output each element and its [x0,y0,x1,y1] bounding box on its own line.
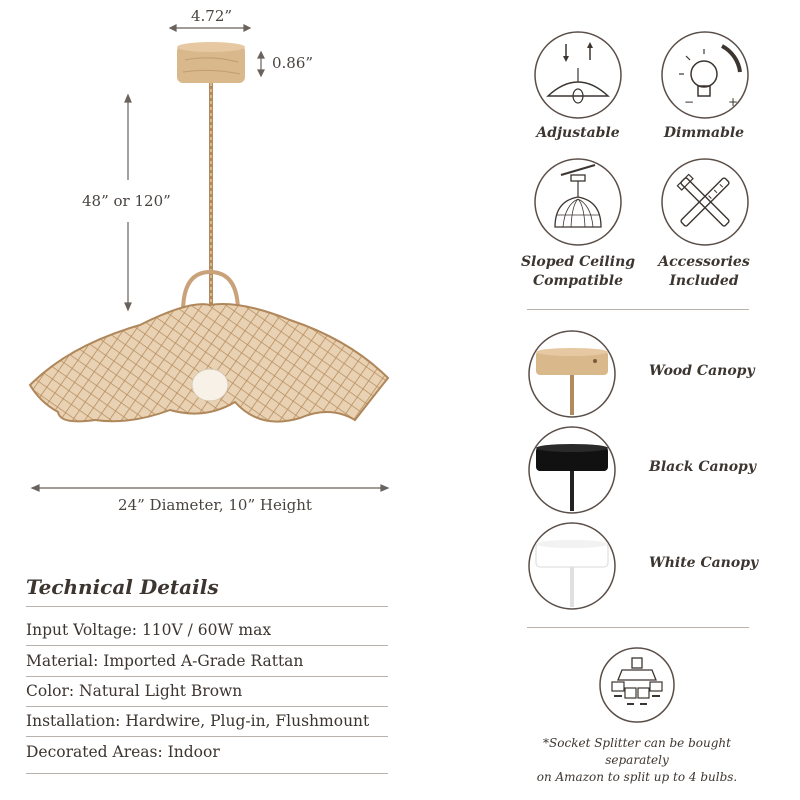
canopy-height-label: 0.86” [272,54,314,72]
spec-row: Installation: Hardwire, Plug-in, Flushmount [26,706,388,737]
canopy-height-arrow [258,52,264,76]
diameter-label: 24” Diameter, 10” Height [118,496,312,514]
feature-label: Adjustable [536,125,620,141]
divider [527,309,749,310]
white-canopy-swatch [527,521,617,611]
technical-details-title: Technical Details [26,575,219,599]
adjustable-height-icon [533,30,623,120]
canopy-width-label: 4.72” [191,7,233,25]
feature-label: Accessories Included [658,254,750,289]
cord-length-label: 48” or 120” [82,192,171,210]
spec-row: Decorated Areas: Indoor [26,737,388,774]
black-canopy-swatch [527,425,617,515]
svg-text:+: + [728,95,739,109]
product-illustration [0,0,420,530]
feature-label: Dimmable [663,125,745,141]
spec-row: Material: Imported A-Grade Rattan [26,646,388,677]
canopy-label: White Canopy [649,555,759,571]
socket-splitter-note: *Socket Splitter can be bought separately on Amazon to split up to 4 bulbs. [536,736,738,784]
wood-canopy-swatch [527,329,617,419]
canopy-label: Black Canopy [649,459,756,475]
socket-splitter-icon [598,646,676,724]
accessories-tools-icon [660,157,750,247]
canopy-width-arrow [170,25,250,31]
feature-label: Sloped Ceiling Compatible [520,254,636,289]
spec-row: Color: Natural Light Brown [26,676,388,707]
sloped-ceiling-icon [533,157,623,247]
dimmable-bulb-icon [660,30,750,120]
divider [527,627,749,628]
svg-text:−: − [684,95,695,109]
canopy-label: Wood Canopy [649,363,755,379]
diameter-arrow [32,485,388,491]
spec-row: Input Voltage: 110V / 60W max [26,615,388,646]
rattan-shade [30,304,388,422]
divider [26,606,388,607]
wood-canopy-image [177,42,245,83]
